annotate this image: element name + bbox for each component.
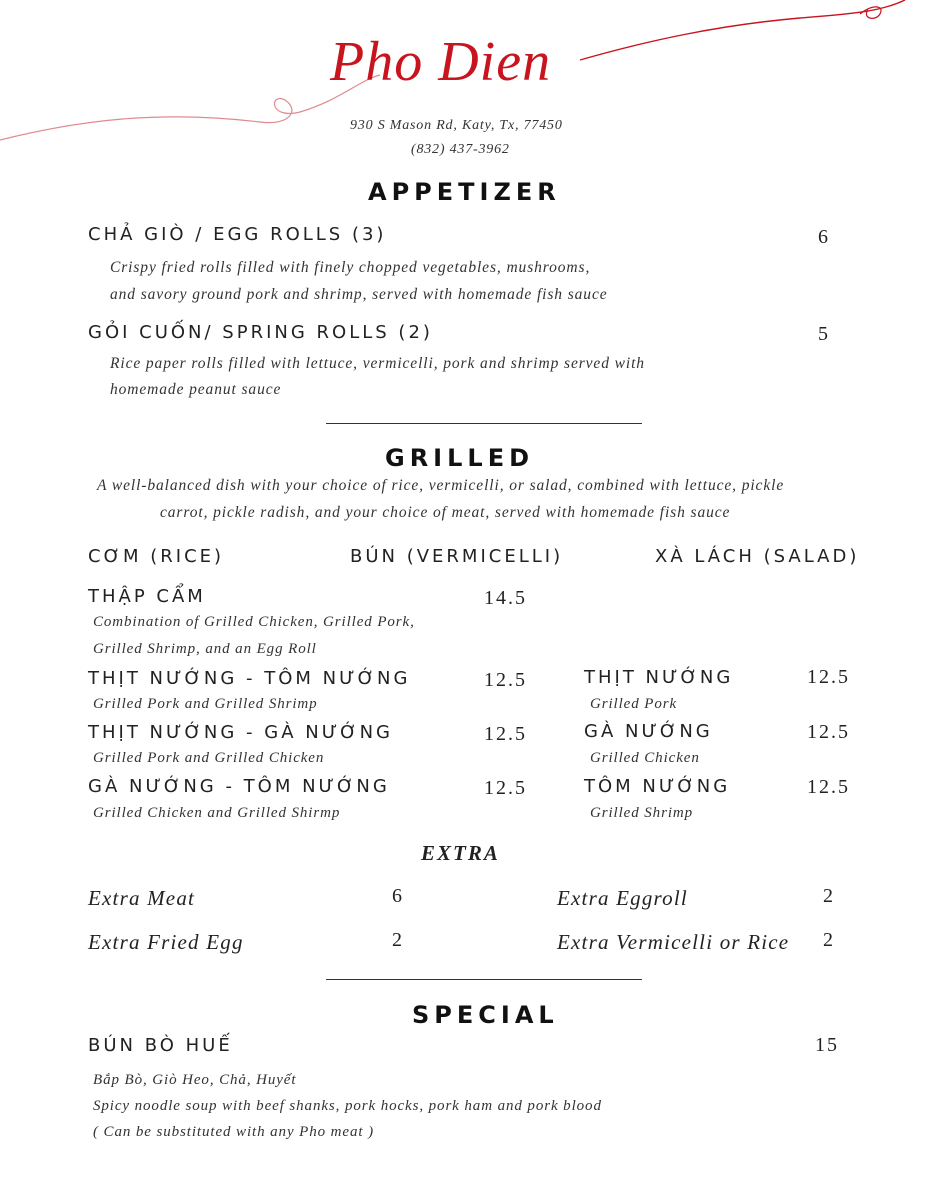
appetizer-item-price: 5 [818,323,830,345]
grilled-item-name: THỊT NƯỚNG - GÀ NƯỚNG [88,722,393,743]
extra-title: EXTRA [421,841,500,865]
extra-item-name: Extra Vermicelli or Rice [557,930,790,954]
grilled-item-price: 12.5 [484,777,527,799]
phone: (832) 437-3962 [411,142,510,157]
salad-item-name: TÔM NƯỚNG [584,776,731,797]
special-item-desc: ( Can be substituted with any Pho meat ) [93,1124,374,1140]
grilled-title: GRILLED [385,444,535,472]
grilled-intro: A well-balanced dish with your choice of rice, vermicelli, or salad, combined with lettuce, pickle [97,477,785,494]
extra-item-price: 2 [392,929,404,951]
column-header-salad: XÀ LÁCH (SALAD) [655,546,860,567]
special-title: SPECIAL [412,1001,559,1029]
appetizer-item-name: CHẢ GIÒ / EGG ROLLS (3) [88,224,387,245]
appetizer-item-desc: homemade peanut sauce [110,381,282,398]
extra-item-name: Extra Meat [88,886,196,910]
extra-item-name: Extra Eggroll [557,886,688,910]
grilled-item-price: 14.5 [484,587,527,609]
special-item-price: 15 [815,1034,839,1056]
salad-item-price: 12.5 [807,666,850,688]
salad-item-desc: Grilled Chicken [590,750,700,766]
salad-item-name: THỊT NƯỚNG [584,667,734,688]
grilled-item-desc: Grilled Shrimp, and an Egg Roll [93,641,317,657]
special-item-desc: Spicy noodle soup with beef shanks, pork hocks, pork ham and pork blood [93,1098,602,1114]
grilled-item-price: 12.5 [484,723,527,745]
section-divider [326,423,642,424]
grilled-item-desc: Combination of Grilled Chicken, Grilled Pork, [93,614,415,630]
extra-item-price: 2 [823,885,835,907]
column-header-rice: CƠM (RICE) [88,546,225,567]
grilled-item-name: THỊT NƯỚNG - TÔM NƯỚNG [88,668,411,689]
column-header-vermicelli: BÚN (VERMICELLI) [350,546,564,567]
grilled-item-desc: Grilled Pork and Grilled Shrimp [93,696,318,712]
extra-item-name: Extra Fried Egg [88,930,244,954]
salad-item-desc: Grilled Pork [590,696,678,712]
grilled-item-name: THẬP CẨM [88,586,206,607]
extra-item-price: 2 [823,929,835,951]
salad-item-price: 12.5 [807,776,850,798]
grilled-intro: carrot, pickle radish, and your choice of meat, served with homemade fish sauce [160,504,731,521]
restaurant-logo: Pho Dien [330,31,552,93]
salad-item-name: GÀ NƯỚNG [584,721,713,742]
special-item-desc: Bắp Bò, Giò Heo, Chả, Huyết [93,1072,297,1088]
grilled-item-price: 12.5 [484,669,527,691]
appetizer-item-desc: Crispy fried rolls filled with finely chopped vegetables, mushrooms, [110,259,591,276]
special-item-name: BÚN BÒ HUẾ [88,1035,233,1056]
appetizer-item-price: 6 [818,226,830,248]
salad-item-desc: Grilled Shrimp [590,805,694,821]
appetizer-title: APPETIZER [368,178,561,206]
appetizer-item-desc: Rice paper rolls filled with lettuce, vermicelli, pork and shrimp served with [110,355,645,372]
address: 930 S Mason Rd, Katy, Tx, 77450 [350,118,563,133]
appetizer-item-name: GỎI CUỐN/ SPRING ROLLS (2) [88,322,433,343]
appetizer-item-desc: and savory ground pork and shrimp, served with homemade fish sauce [110,286,608,303]
grilled-item-desc: Grilled Chicken and Grilled Shirmp [93,805,341,821]
salad-item-price: 12.5 [807,721,850,743]
extra-item-price: 6 [392,885,404,907]
grilled-item-desc: Grilled Pork and Grilled Chicken [93,750,325,766]
grilled-item-name: GÀ NƯỚNG - TÔM NƯỚNG [88,776,390,797]
section-divider [326,979,642,980]
